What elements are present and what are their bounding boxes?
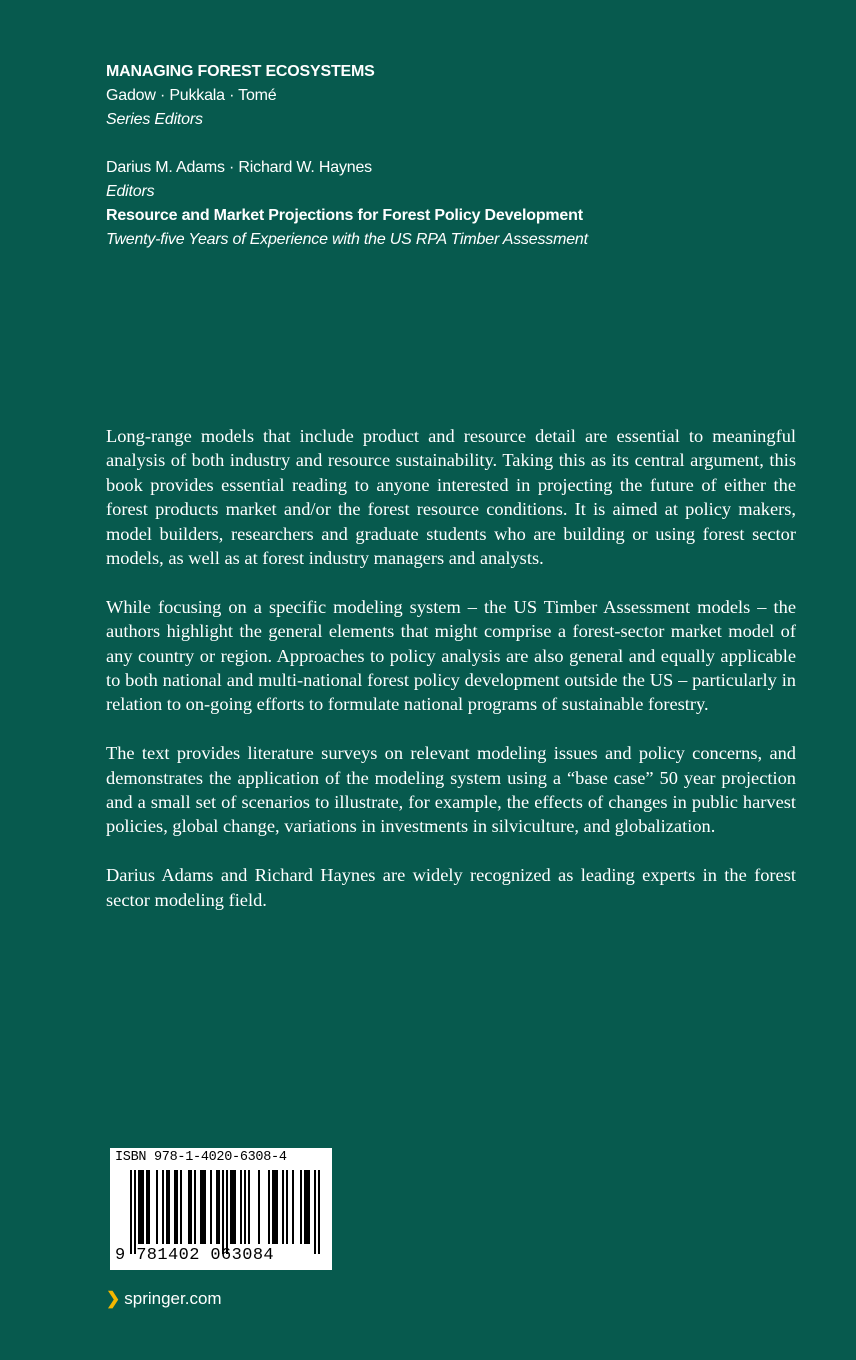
barcode-bar — [274, 1170, 276, 1244]
barcode-bar — [226, 1170, 228, 1254]
barcode-bar — [216, 1170, 218, 1244]
series-title: MANAGING FOREST ECOSYSTEMS — [106, 63, 375, 80]
barcode-bar — [200, 1170, 202, 1244]
series-editors-role: Series Editors — [106, 111, 203, 128]
barcode-bar — [156, 1170, 158, 1244]
barcode-bar — [258, 1170, 260, 1244]
barcode-bar — [276, 1170, 278, 1244]
description-paragraph: The text provides literature surveys on relevant modeling issues and policy concerns, and demonstrates the application of the modeling system using a “base case” 50 year projection and a small set of scenarios to illustrate, for example, the effects of changes in public harvest policies, global change, variations in investments in silviculture, and globalization. — [106, 743, 796, 837]
description-paragraph: While focusing on a specific modeling system – the US Timber Assessment models – the authors highlight the general elements that might comprise a forest-sector market model of any country or region. Approaches to policy analysis are also general and equally applicable to both national and multi-national forest policy development outside the US – particularly in relation to on-going efforts to formulate national programs of sustainable forestry. — [106, 596, 796, 715]
barcode-bar — [148, 1170, 150, 1244]
barcode-bar — [300, 1170, 302, 1244]
book-title: Resource and Market Projections for Forest Policy Development — [106, 207, 583, 224]
barcode-bar — [268, 1170, 270, 1244]
barcode-bar — [306, 1170, 308, 1244]
barcode-bar — [292, 1170, 294, 1244]
barcode-bar — [180, 1170, 182, 1244]
barcode-bar — [162, 1170, 164, 1244]
barcode-bar — [204, 1170, 206, 1244]
barcode-bar — [234, 1170, 236, 1244]
book-subtitle: Twenty-five Years of Experience with the US RPA Timber Assessment — [106, 231, 588, 248]
book-editors: Darius M. Adams · Richard W. Haynes — [106, 159, 372, 176]
barcode-bar — [188, 1170, 190, 1244]
barcode-bar — [176, 1170, 178, 1244]
barcode-bar — [174, 1170, 176, 1244]
barcode-bar — [304, 1170, 306, 1244]
barcode-bar — [142, 1170, 144, 1244]
barcode-bar — [134, 1170, 136, 1254]
description — [106, 424, 796, 936]
barcode-bar — [168, 1170, 170, 1244]
barcode-bar — [314, 1170, 316, 1254]
barcode-bar — [190, 1170, 192, 1244]
barcode-bar — [232, 1170, 234, 1244]
barcode-bar — [282, 1170, 284, 1244]
publisher-link[interactable] — [106, 1288, 222, 1310]
barcode-bar — [166, 1170, 168, 1244]
barcode-bar — [210, 1170, 212, 1244]
barcode-bar — [140, 1170, 142, 1244]
chevron-right-icon: ❯ — [106, 1289, 121, 1308]
barcode-bar — [248, 1170, 250, 1244]
barcode-bar — [138, 1170, 140, 1244]
publisher-url: springer.com — [124, 1289, 222, 1308]
barcode-bar — [130, 1170, 132, 1254]
isbn-number: ISBN 978-1-4020-6308-4 — [115, 1150, 287, 1165]
barcode-bar — [308, 1170, 310, 1244]
barcode-bar — [230, 1170, 232, 1244]
barcode-bar — [202, 1170, 204, 1244]
barcode-bar — [194, 1170, 196, 1244]
barcode-bar — [318, 1170, 320, 1254]
description-paragraph: Darius Adams and Richard Haynes are widely recognized as leading experts in the forest sector modeling field. — [106, 865, 796, 910]
barcode-bar — [146, 1170, 148, 1244]
isbn-barcode — [110, 1148, 332, 1270]
description-paragraph: Long-range models that include product and resource detail are essential to meaningful analysis of both industry and resource sustainability. Taking this as its central argument, this book provides essential reading to anyone interested in projecting the future of either the forest products market and/or the forest resource conditions. It is aimed at policy makers, model builders, researchers and graduate students who are building or using forest sector models, as well as at forest industry managers and analysts. — [106, 426, 796, 569]
barcode-bar — [244, 1170, 246, 1244]
barcode-bar — [222, 1170, 224, 1254]
barcode-bar — [286, 1170, 288, 1244]
book-editors-role: Editors — [106, 183, 155, 200]
header-block — [106, 60, 806, 252]
ean-number: 9 781402 063084 — [115, 1246, 275, 1265]
series-editors: Gadow · Pukkala · Tomé — [106, 87, 277, 104]
barcode-bar — [240, 1170, 242, 1244]
barcode-bar — [218, 1170, 220, 1244]
barcode-bar — [272, 1170, 274, 1244]
